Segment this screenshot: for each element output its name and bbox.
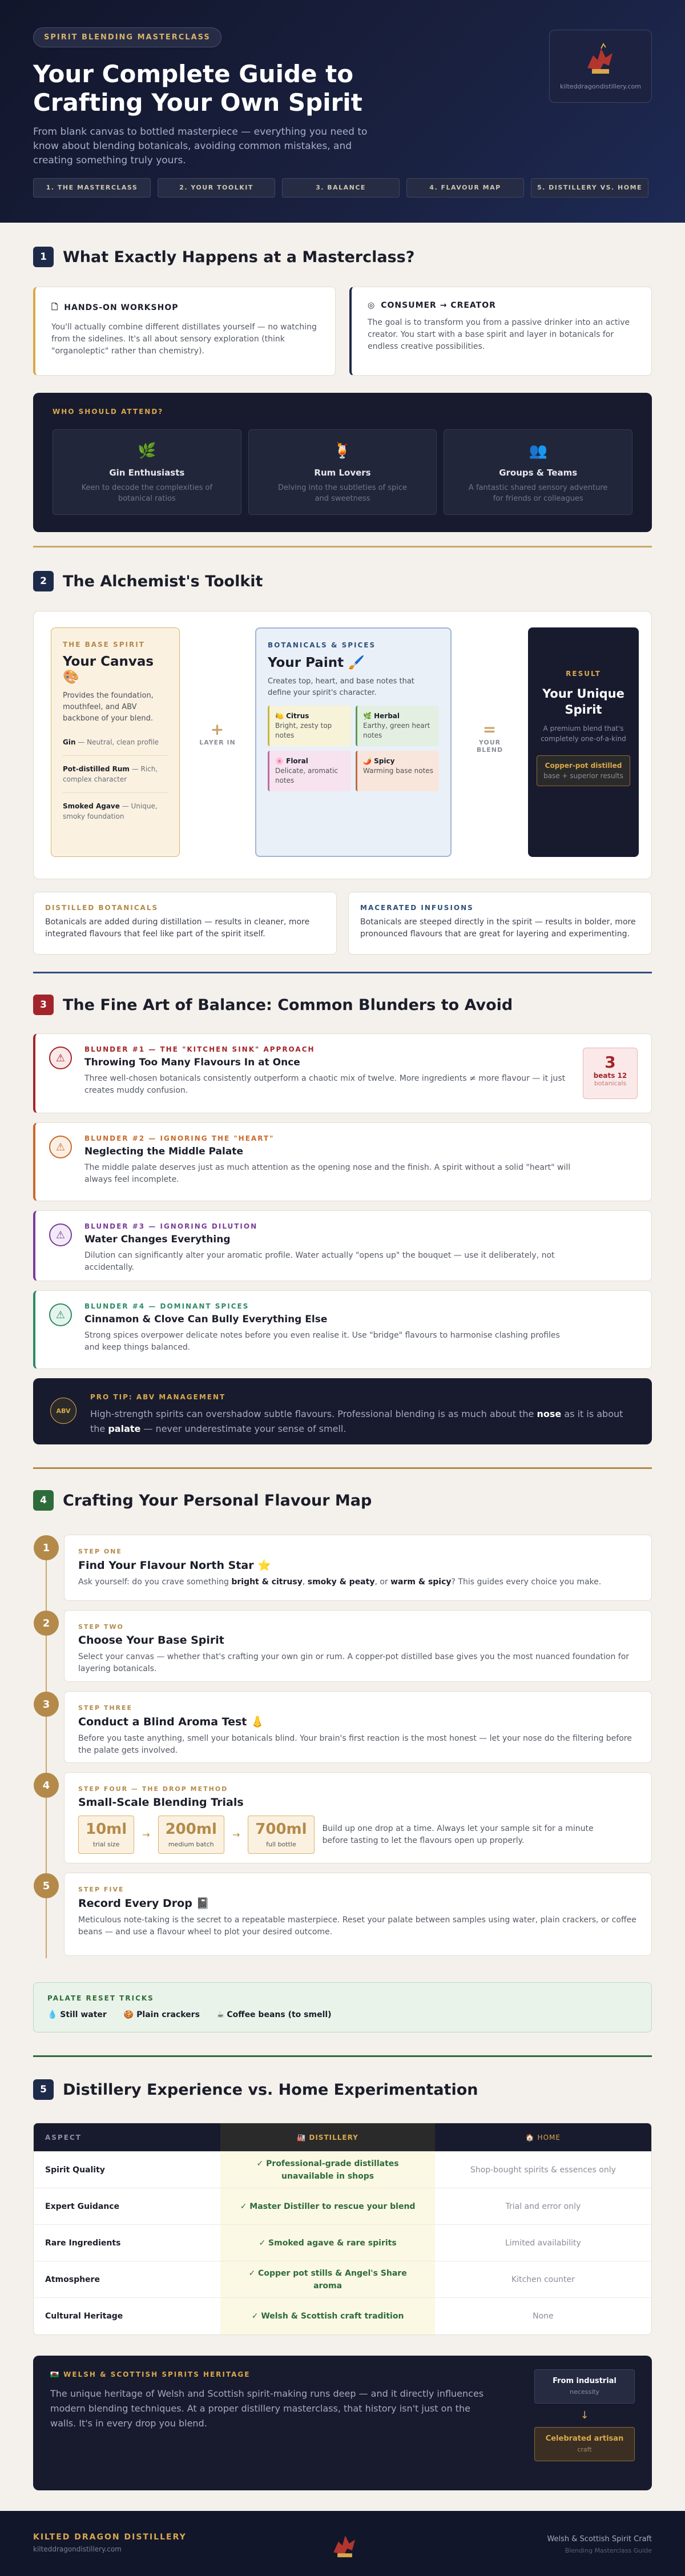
step-card bbox=[42, 1772, 652, 1863]
heritage-transition bbox=[534, 2369, 635, 2461]
creator-title: CONSUMER → CREATOR bbox=[381, 301, 496, 310]
blunder-kicker: BLUNDER #1 — THE "KITCHEN SINK" APPROACH bbox=[84, 1045, 315, 1053]
step-kicker: STEP TWO bbox=[78, 1623, 124, 1631]
heritage-title: 🏴󠁧󠁢󠁷󠁬󠁳󠁿 WELSH & SCOTTISH SPIRITS HERITAGE bbox=[50, 2370, 251, 2378]
section-distillery-vs-home bbox=[33, 2079, 652, 2496]
reset-item-crackers: 🍪 Plain crackers bbox=[123, 2010, 200, 2019]
blunder-text: Three well-chosen botanicals consistently outperform a chaotic mix of twelve. More ingredients ≠ more flavour — it just creates muddy confusion. bbox=[84, 1074, 566, 1095]
botanical-citrus: 🍋 Citrus Bright, zesty top notes bbox=[268, 706, 351, 746]
table-row: Atmosphere ✓ Copper pot stills & Angel's Share aroma Kitchen counter bbox=[34, 2261, 651, 2298]
toc-link-distillery[interactable]: 5. DISTILLERY VS. HOME bbox=[531, 178, 648, 198]
comparison-table bbox=[33, 2123, 652, 2335]
dragon-logo-icon bbox=[328, 2527, 362, 2561]
step-card bbox=[42, 1610, 652, 1682]
section-title: What Exactly Happens at a Masterclass? bbox=[63, 248, 415, 266]
botanical-spicy: 🌶️ Spicy Warming base notes bbox=[356, 751, 439, 791]
abv-badge: ABV bbox=[50, 1398, 76, 1424]
section-divider bbox=[33, 972, 652, 973]
heritage-text: The unique heritage of Welsh and Scottish spirit-making runs deep — and it directly influences modern blending techniques. At a proper distillery masterclass, that history isn't just on the walls. It's in every drop you blend. bbox=[50, 2388, 484, 2429]
drop-size: 700ml full bottle bbox=[248, 1816, 314, 1854]
footer-subtitle: Blending Masterclass Guide bbox=[565, 2547, 652, 2554]
toc-link-balance[interactable]: 3. BALANCE bbox=[282, 178, 400, 198]
dragon-logo-icon bbox=[581, 38, 620, 78]
step-kicker: STEP THREE bbox=[78, 1704, 133, 1712]
result-pill: Copper-pot distilled base + superior results bbox=[537, 755, 630, 786]
blunder-title: Water Changes Everything bbox=[84, 1234, 231, 1245]
blunder-title: Neglecting the Middle Palate bbox=[84, 1146, 243, 1157]
step-number: 4 bbox=[34, 1773, 59, 1798]
distilled-botanicals-card bbox=[33, 892, 337, 955]
canvas-item: Pot-distilled Rum — Rich, complex character bbox=[63, 756, 168, 793]
canvas-desc: Provides the foundation, mouthfeel, and ABV backbone of your blend. bbox=[63, 691, 154, 723]
distilled-title: DISTILLED BOTANICALS bbox=[45, 904, 159, 912]
toc-link-toolkit[interactable]: 2. YOUR TOOLKIT bbox=[158, 178, 275, 198]
page-title: Your Complete Guide to Crafting Your Own Spirit bbox=[33, 60, 362, 116]
section-number: 2 bbox=[33, 571, 54, 591]
equals-icon: = bbox=[482, 720, 497, 739]
reset-item-coffee: ☕ Coffee beans (to smell) bbox=[216, 2010, 332, 2019]
audience-title: Rum Lovers bbox=[314, 468, 371, 478]
step-card bbox=[42, 1873, 652, 1956]
who-should-attend bbox=[33, 393, 652, 532]
logo-url: kilteddragondistillery.com bbox=[560, 83, 641, 90]
pro-tip-title: PRO TIP: ABV MANAGEMENT bbox=[90, 1393, 226, 1401]
table-row: Expert Guidance ✓ Master Distiller to rescue your blend Trial and error only bbox=[34, 2188, 651, 2225]
blunder-kicker: BLUNDER #4 — DOMINANT SPICES bbox=[84, 1302, 249, 1310]
table-of-contents bbox=[33, 178, 648, 198]
footer-brand: KILTED DRAGON DISTILLERY bbox=[33, 2533, 187, 2542]
blunder-title: Cinnamon & Clove Can Bully Everything Else bbox=[84, 1314, 328, 1325]
step-title: Small-Scale Blending Trials bbox=[78, 1796, 244, 1809]
heritage-box bbox=[33, 2356, 652, 2490]
step-text: Build up one drop at a time. Always let your sample sit for a minute before tasting to let the flavours open up properly. bbox=[322, 1824, 594, 1845]
section-number: 3 bbox=[33, 995, 54, 1015]
step-number: 5 bbox=[34, 1873, 59, 1898]
section-divider bbox=[33, 2055, 652, 2057]
paint-title: Your Paint 🖌️ bbox=[268, 655, 365, 670]
section-divider bbox=[33, 546, 652, 548]
from-industrial-badge: From industrial necessity bbox=[534, 2369, 635, 2404]
table-row: Cultural Heritage ✓ Welsh & Scottish craft tradition None bbox=[34, 2298, 651, 2334]
result-kicker: RESULT bbox=[566, 670, 601, 678]
beats-badge: 3 beats 12 botanicals bbox=[583, 1048, 638, 1099]
section-toolkit bbox=[33, 571, 652, 959]
macerated-infusions-card bbox=[348, 892, 652, 955]
toolkit-diagram bbox=[33, 611, 652, 879]
blunder-card bbox=[33, 1033, 652, 1113]
logo-card bbox=[549, 30, 652, 103]
blunder-text: The middle palate deserves just as much attention as the opening nose and the finish. A spirit without a solid "heart" will always feel incomplete. bbox=[84, 1163, 571, 1184]
audience-text: Delving into the subtleties of spice and sweetness bbox=[277, 484, 408, 503]
blunder-card bbox=[33, 1122, 652, 1201]
warning-icon: ⚠ bbox=[49, 1136, 72, 1158]
blunder-kicker: BLUNDER #3 — IGNORING DILUTION bbox=[84, 1222, 258, 1230]
drop-method bbox=[78, 1816, 638, 1854]
botanical-floral: 🌸 Floral Delicate, aromatic notes bbox=[268, 751, 351, 791]
section-number: 4 bbox=[33, 1490, 54, 1511]
audience-card bbox=[248, 429, 437, 515]
table-row: Rare Ingredients ✓ Smoked agave & rare spirits Limited availability bbox=[34, 2225, 651, 2261]
section-number: 5 bbox=[33, 2079, 54, 2100]
step-title: Find Your Flavour North Star ⭐ bbox=[78, 1559, 271, 1572]
paint-desc: Creates top, heart, and base notes that define your spirit's character. bbox=[268, 677, 414, 697]
step-title: Record Every Drop 📓 bbox=[78, 1897, 210, 1910]
attend-title: WHO SHOULD ATTEND? bbox=[53, 408, 164, 416]
artisan-craft-badge: Celebrated artisan craft bbox=[534, 2427, 635, 2461]
pro-tip-box bbox=[33, 1378, 652, 1444]
distilled-text: Botanicals are added during distillation — results in cleaner, more integrated flavours that feel like part of the spirit itself. bbox=[45, 917, 310, 939]
arrow-right-icon: → bbox=[142, 1829, 150, 1840]
plus-icon: + bbox=[210, 720, 225, 739]
blunder-card bbox=[33, 1210, 652, 1281]
canvas-item: Gin — Neutral, clean profile bbox=[63, 729, 168, 756]
result-title: Your Unique Spirit bbox=[542, 687, 624, 717]
section-divider bbox=[33, 1467, 652, 1469]
warning-icon: ⚠ bbox=[49, 1303, 72, 1326]
blunder-card bbox=[33, 1290, 652, 1369]
macerated-title: MACERATED INFUSIONS bbox=[360, 904, 474, 912]
target-icon: ◎ bbox=[368, 301, 376, 310]
canvas-kicker: THE BASE SPIRIT bbox=[63, 641, 145, 649]
section-masterclass bbox=[33, 247, 652, 532]
workshop-title: HANDS-ON WORKSHOP bbox=[64, 303, 179, 312]
blunder-title: Throwing Too Many Flavours In at Once bbox=[84, 1057, 300, 1068]
step-number: 1 bbox=[34, 1535, 59, 1560]
drop-size: 10ml trial size bbox=[78, 1816, 134, 1854]
blend-operator: = YOUR BLEND bbox=[465, 720, 514, 754]
step-title: Conduct a Blind Aroma Test 👃 bbox=[78, 1716, 264, 1728]
arrow-right-icon: → bbox=[232, 1829, 240, 1840]
section-number: 1 bbox=[33, 247, 54, 267]
paint-kicker: BOTANICALS & SPICES bbox=[268, 641, 376, 649]
creator-text: The goal is to transform you from a passive drinker into an active creator. You start with a base spirit and layer in botanicals for endless creative possibilities. bbox=[368, 318, 630, 351]
step-kicker: STEP FIVE bbox=[78, 1886, 124, 1893]
creator-card bbox=[349, 287, 652, 376]
canvas-item: Smoked Agave — Unique, smoky foundation bbox=[63, 802, 158, 820]
result-card bbox=[528, 627, 639, 857]
audience-card bbox=[444, 429, 632, 515]
audience-title: Groups & Teams bbox=[499, 468, 578, 478]
drop-size: 200ml medium batch bbox=[158, 1816, 224, 1854]
paint-card bbox=[255, 627, 452, 857]
toc-link-masterclass[interactable]: 1. THE MASTERCLASS bbox=[33, 178, 151, 198]
table-header: ASPECT 🏭 DISTILLERY 🏠 HOME bbox=[34, 2123, 651, 2152]
macerated-text: Botanicals are steeped directly in the spirit — results in bolder, more pronounced flavours that are great for layering and experimenting. bbox=[360, 917, 636, 939]
step-number: 3 bbox=[34, 1692, 59, 1717]
step-card bbox=[42, 1691, 652, 1763]
hero-lead: From blank canvas to bottled masterpiece — everything you need to know about blending botanicals, avoiding common mistakes, and creating something truly yours. bbox=[33, 126, 368, 166]
canvas-card bbox=[51, 627, 180, 857]
step-kicker: STEP FOUR — THE DROP METHOD bbox=[78, 1785, 228, 1793]
section-flavour-map bbox=[33, 1490, 652, 2032]
workshop-text: You'll actually combine different distillates yourself — no watching from the sidelines. It's all about sensory exploration (think "organoleptic" rather than chemistry). bbox=[51, 323, 317, 356]
hero-eyebrow: SPIRIT BLENDING MASTERCLASS bbox=[33, 27, 221, 47]
section-balance bbox=[33, 995, 652, 1457]
blunder-kicker: BLUNDER #2 — IGNORING THE "HEART" bbox=[84, 1134, 275, 1142]
section-title: The Fine Art of Balance: Common Blunders to Avoid bbox=[63, 996, 513, 1014]
herb-icon: 🌿 bbox=[138, 442, 156, 460]
blunder-text: Strong spices overpower delicate notes before you even realise it. Use "bridge" flavours to harmonise clashing profiles and keep things balanced. bbox=[84, 1331, 560, 1352]
section-title: Crafting Your Personal Flavour Map bbox=[63, 1491, 372, 1510]
cocktail-icon: 🍹 bbox=[333, 442, 352, 460]
footer-url[interactable]: kilteddragondistillery.com bbox=[33, 2545, 122, 2553]
audience-text: A fantastic shared sensory adventure for friends or colleagues bbox=[468, 484, 608, 503]
blunder-text: Dilution can significantly alter your aromatic profile. Water actually "opens up" the bouquet — use it deliberately, not accidentally. bbox=[84, 1251, 555, 1272]
document-icon: 🗋 bbox=[51, 303, 59, 312]
reset-item-water: 💧 Still water bbox=[47, 2010, 107, 2019]
step-card bbox=[42, 1535, 652, 1601]
arrow-down-icon: ↓ bbox=[580, 2409, 589, 2421]
step-title: Choose Your Base Spirit bbox=[78, 1634, 224, 1647]
toc-link-flavour-map[interactable]: 4. FLAVOUR MAP bbox=[406, 178, 524, 198]
palate-reset-title: PALATE RESET TRICKS bbox=[47, 1994, 154, 2002]
footer-tagline: Welsh & Scottish Spirit Craft bbox=[547, 2535, 652, 2543]
audience-text: Keen to decode the complexities of botanical ratios bbox=[81, 484, 213, 503]
step-text: Meticulous note-taking is the secret to a repeatable masterpiece. Reset your palate between samples using water, plain crackers, or coffee beans — and use a flavour wheel to plot your desired outcome. bbox=[78, 1915, 636, 1937]
layer-in-operator: + LAYER IN bbox=[195, 720, 240, 746]
palate-reset-box bbox=[33, 1982, 652, 2032]
result-text: A premium blend that's completely one-of-a-kind bbox=[541, 724, 626, 743]
audience-card bbox=[53, 429, 241, 515]
group-icon: 👥 bbox=[529, 442, 547, 460]
step-text: Before you taste anything, smell your botanicals blind. Your brain's first reaction is the most honest — let your nose do the filtering before the palate gets involved. bbox=[78, 1734, 632, 1755]
footer bbox=[0, 2511, 685, 2576]
workshop-card bbox=[33, 287, 336, 376]
step-text: Ask yourself: do you crave something bright & citrusy, smoky & peaty, or warm & spicy? This guides every choice you make. bbox=[78, 1577, 602, 1587]
section-title: The Alchemist's Toolkit bbox=[63, 572, 263, 590]
canvas-title: Your Canvas 🎨 bbox=[63, 654, 154, 685]
warning-icon: ⚠ bbox=[49, 1046, 72, 1069]
pro-tip-text: High-strength spirits can overshadow subtle flavours. Professional blending is as much about the nose as it is about the palate — never underestimate your sense of smell. bbox=[90, 1408, 623, 1434]
step-text: Select your canvas — whether that's crafting your own gin or rum. A copper-pot distilled base gives you the most nuanced foundation for layering botanicals. bbox=[78, 1652, 630, 1673]
table-row: Spirit Quality ✓ Professional-grade distillates unavailable in shops Shop-bought spirits & essences only bbox=[34, 2152, 651, 2188]
audience-title: Gin Enthusiasts bbox=[109, 468, 185, 478]
section-title: Distillery Experience vs. Home Experimentation bbox=[63, 2080, 478, 2099]
hero bbox=[0, 0, 685, 223]
botanical-herbal: 🌿 Herbal Earthy, green heart notes bbox=[356, 706, 439, 746]
step-kicker: STEP ONE bbox=[78, 1548, 122, 1555]
step-number: 2 bbox=[34, 1611, 59, 1636]
warning-icon: ⚠ bbox=[49, 1223, 72, 1246]
